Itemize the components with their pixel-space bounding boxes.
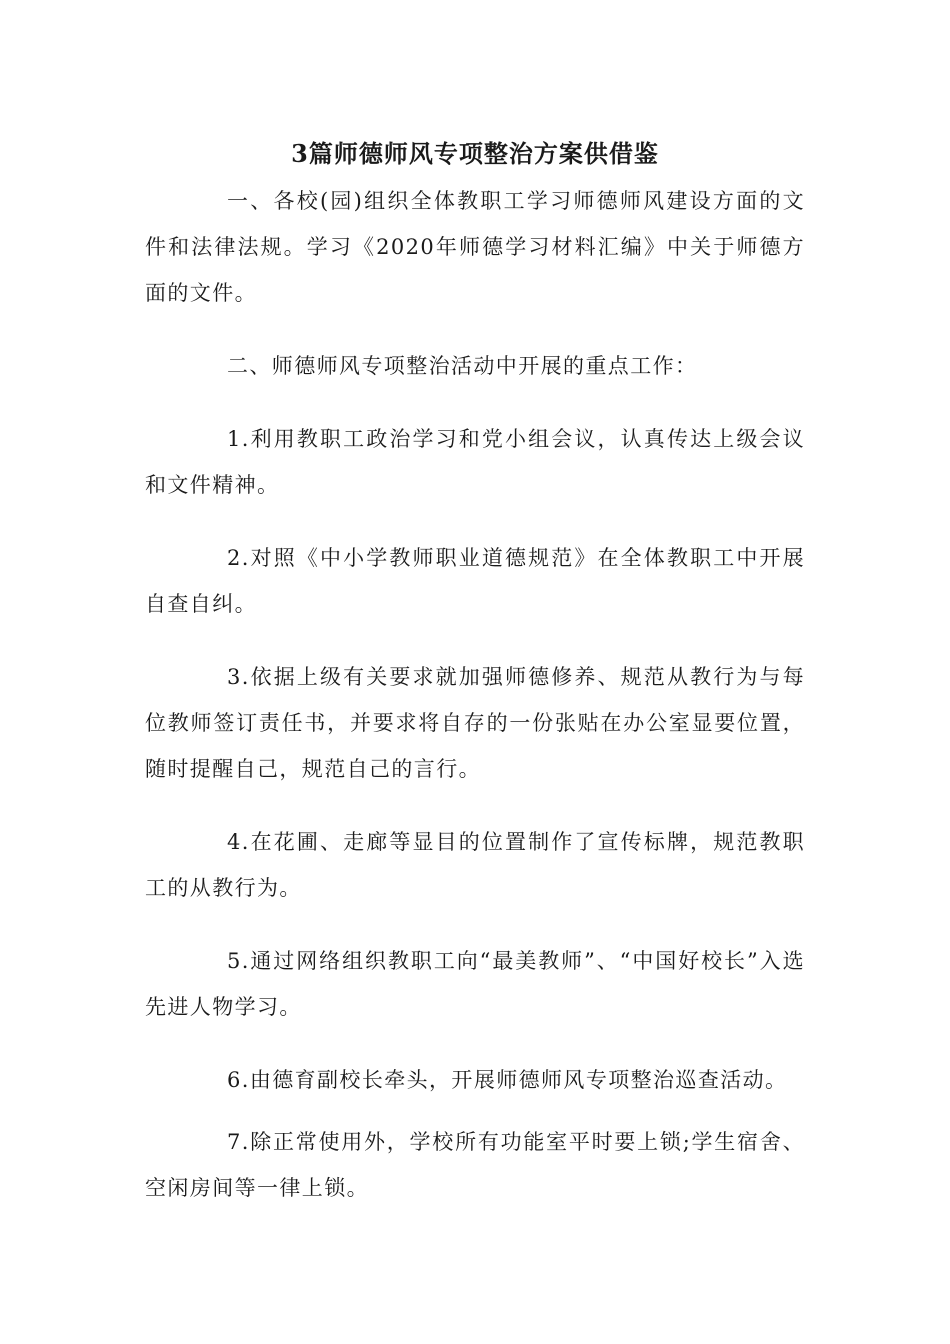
paragraph-4: 2.对照《中小学教师职业道德规范》在全体教职工中开展自查自纠。 bbox=[145, 546, 805, 616]
paragraph-8: 6.由德育副校长牵头，开展师德师风专项整治巡查活动。 bbox=[227, 1068, 788, 1092]
paragraph-3: 1.利用教职工政治学习和党小组会议，认真传达上级会议和文件精神。 bbox=[145, 427, 805, 497]
document-body bbox=[145, 178, 805, 1238]
paragraph-1: 一、各校(园)组织全体教职工学习师德师风建设方面的文件和法律法规。学习《2020年师德学习材料汇编》中关于师德方面的文件。 bbox=[145, 189, 805, 305]
paragraph-2: 二、师德师风专项整治活动中开展的重点工作： bbox=[227, 354, 698, 378]
document-title: 3篇师德师风专项整治方案供借鉴 bbox=[291, 139, 659, 168]
paragraph-6: 4.在花圃、走廊等显目的位置制作了宣传标牌，规范教职工的从教行为。 bbox=[145, 830, 805, 900]
paragraph-7: 5.通过网络组织教职工向“最美教师”、“中国好校长”入选先进人物学习。 bbox=[145, 949, 805, 1019]
paragraph-9: 7.除正常使用外，学校所有功能室平时要上锁;学生宿舍、空闲房间等一律上锁。 bbox=[145, 1130, 805, 1200]
paragraph-5: 3.依据上级有关要求就加强师德修养、规范从教行为与每位教师签订责任书，并要求将自存的一份张贴在办公室显要位置，随时提醒自己，规范自己的言行。 bbox=[145, 665, 805, 781]
